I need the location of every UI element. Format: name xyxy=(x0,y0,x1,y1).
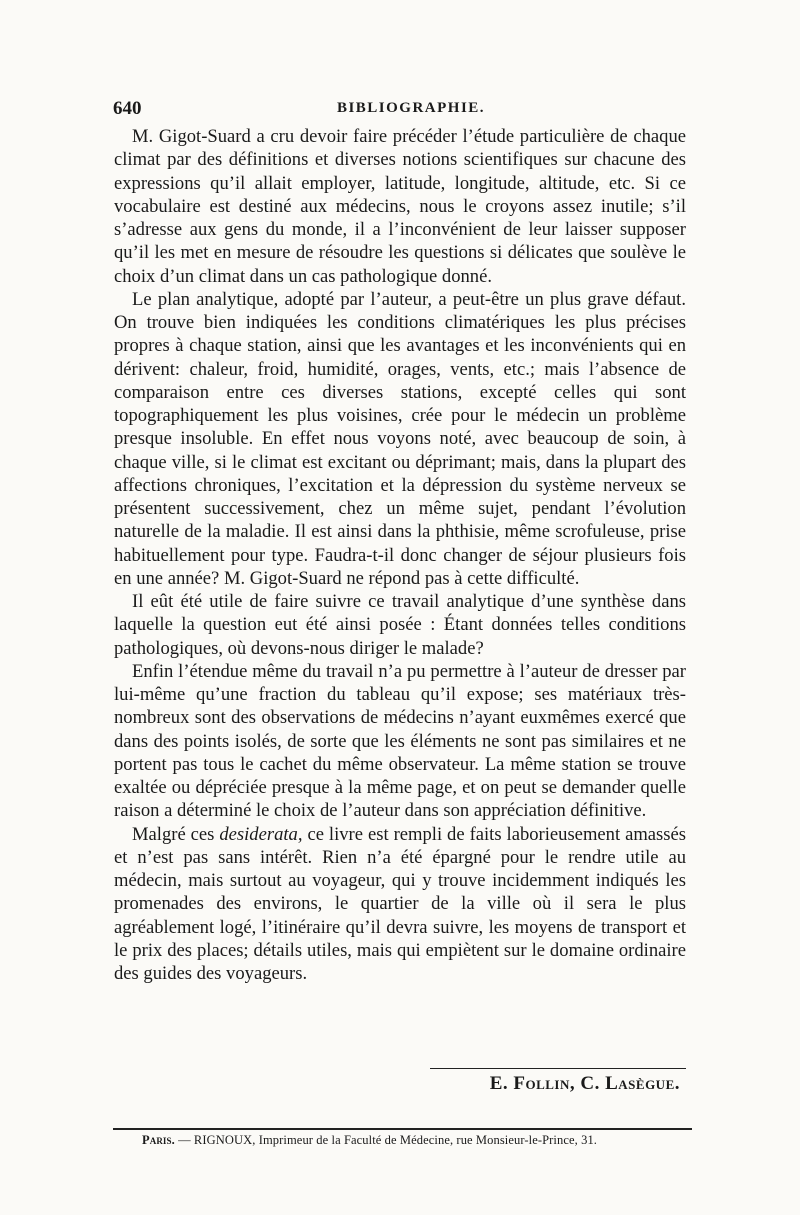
paragraph-5-italic: desiderata, xyxy=(219,823,303,845)
footer-rule xyxy=(113,1128,692,1130)
imprint-city: Paris. xyxy=(142,1133,175,1147)
page-header xyxy=(113,98,685,124)
paragraph-1: M. Gigot-Suard a cru devoir faire précéder l’étude particulière de chaque climat par des définitions et diverses notions scientifiques sur chacune des expressions qu’il allait employer, latitude, longitude, altitude, etc. Si ce vocabulaire est destiné aux médecins, nous le croyons assez inutile; s’il s’adresse aux gens du monde, il a l’inconvénient de leur laisser supposer qu’il les met en mesure de résoudre les questions si délicates que soulève le choix d’un climat dans un cas pathologique donné. xyxy=(114,126,686,287)
imprint-text: — RIGNOUX, Imprimeur de la Faculté de Médecine, rue Monsieur-le-Prince, 31. xyxy=(174,1133,598,1147)
paragraph-4: Enfin l’étendue même du travail n’a pu permettre à l’auteur de dresser par lui-même qu’une fraction du tableau qu’il expose; ses matériaux très-nombreux sont des observations de médecins n’ayant euxmêmes exercé que dans des points isolés, de sorte que les éléments ne sont pas similaires et ne portent pas tous le cachet du même observateur. La même station se trouve exaltée ou dépréciée presque à la même page, et on peut se demander quelle raison a déterminé le choix de l’auteur dans son appréciation définitive. xyxy=(114,660,686,822)
running-head: BIBLIOGRAPHIE. xyxy=(336,100,486,116)
author-signature: E. Follin, C. Lasègue. xyxy=(489,1073,680,1094)
printer-imprint xyxy=(142,1133,702,1148)
page-number: 640 xyxy=(113,98,142,119)
paragraph-5 xyxy=(114,823,686,986)
article-body xyxy=(114,125,686,985)
paragraph-3: Il eût été utile de faire suivre ce travail analytique d’une synthèse dans laquelle la question eut été ainsi posée : Étant données telles conditions pathologiques, où devons-nous diriger le malade? xyxy=(114,591,686,659)
paragraph-5-rest: ce livre est rempli de faits laborieusement amassés et n’est pas sans intérêt. Rien n’a été épargné pour le rendre utile au médecin, mais surtout au voyageur, qui y trouve incidemment indiqués les promenades des environs, le quartier de la ville où il sera le plus agréablement logé, l’itinéraire qu’il devra suivre, les moyens de transport et le prix des places; détails utiles, mais qui empiètent sur le domaine ordinaire des guides des voyageurs. xyxy=(114,823,687,984)
signature-block xyxy=(430,1068,686,1099)
paragraph-2: Le plan analytique, adopté par l’auteur, a peut-être un plus grave défaut. On trouve bien indiquées les conditions climatériques les plus précises propres à chaque station, ainsi que les avantages et les inconvénients qui en dérivent: chaleur, froid, humidité, orages, vents, etc.; mais l’absence de comparaison entre ces diverses stations, excepté celles qui sont topographiquement les plus voisines, crée pour le médecin un problème presque insoluble. En effet nous voyons noté, avec beaucoup de soin, à chaque ville, si le climat est excitant ou déprimant; mais, dans la plupart des affections chroniques, l’excitation et la dépression du système nerveux se présentent successivement, chez un même sujet, pendant l’évolution naturelle de la maladie. Il est ainsi dans la phthisie, même scrofuleuse, prise habituellement pour type. Faudra-t-il donc changer de séjour plusieurs fois en une année? M. Gigot-Suard ne répond pas à cette difficulté. xyxy=(114,288,686,589)
paragraph-5-start: Malgré ces xyxy=(132,823,220,845)
